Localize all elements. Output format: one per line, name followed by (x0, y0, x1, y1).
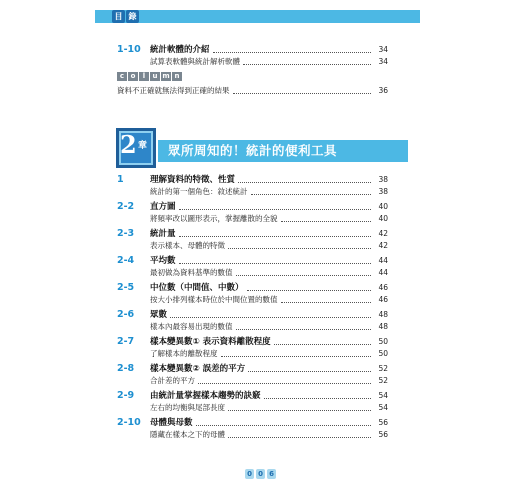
entry-page: 46 (378, 283, 388, 292)
entry-number: 2-8 (117, 363, 135, 374)
entry-number: 2-3 (117, 228, 135, 239)
entry-title: 平均數 (150, 256, 176, 266)
leader-dots (243, 64, 371, 65)
leader-dots (248, 371, 371, 372)
leader-dots (274, 344, 371, 345)
column-badge-char: c (117, 72, 127, 81)
column-badge-char: u (150, 72, 160, 81)
entry-subtitle-page: 46 (378, 295, 388, 304)
chapter-title: 眾所周知的！統計的便利工具 (168, 143, 338, 158)
entry-title: 樣本變異數① 表示資料離散程度 (150, 337, 271, 347)
column-page: 36 (378, 86, 388, 95)
column-badge (117, 72, 182, 81)
page-number-digit: 0 (245, 469, 254, 479)
entry-number: 1-10 (117, 44, 141, 55)
leader-dots (247, 290, 371, 291)
entry-title: 由統計量掌握樣本趨勢的訣竅 (150, 391, 261, 401)
leader-dots (170, 317, 371, 318)
entry-subtitle-page: 42 (378, 241, 388, 250)
entry-subtitle-page: 52 (378, 376, 388, 385)
chapter-number: 2 (120, 130, 137, 159)
entry-page: 44 (378, 256, 388, 265)
entry-number: 2-10 (117, 417, 141, 428)
column-badge-char: l (139, 72, 149, 81)
entry-page: 50 (378, 337, 388, 346)
page-number (245, 469, 276, 479)
column-entry[interactable] (117, 85, 388, 97)
entry-subtitle-page: 48 (378, 322, 388, 331)
leader-dots (228, 437, 371, 438)
entry-subtitle-page: 38 (378, 187, 388, 196)
entry-subtitle-page: 34 (378, 57, 388, 66)
entry-subtitle: 表示樣本、母體的特徵 (150, 241, 225, 250)
entry-page: 42 (378, 229, 388, 238)
leader-dots (264, 398, 371, 399)
entry-subtitle-page: 54 (378, 403, 388, 412)
toc-entry[interactable] (117, 390, 388, 414)
leader-dots (221, 356, 372, 357)
leader-dots (251, 194, 372, 195)
leader-dots (179, 263, 371, 264)
leader-dots (238, 182, 371, 183)
toc-entry[interactable] (117, 417, 388, 441)
entry-subtitle: 最初做為資料基準的數值 (150, 268, 233, 277)
entry-subtitle-page: 56 (378, 430, 388, 439)
entry-subtitle: 了解樣本的離散程度 (150, 349, 218, 358)
entry-title: 樣本變異數② 誤差的平方 (150, 364, 246, 374)
chapter-title-band (158, 140, 408, 162)
page-number-digit: 0 (256, 469, 265, 479)
toc-heading (112, 10, 139, 23)
leader-dots (281, 221, 372, 222)
entry-title: 眾數 (150, 310, 168, 320)
entry-subtitle-page: 44 (378, 268, 388, 277)
leader-dots (198, 383, 371, 384)
entry-number: 2-7 (117, 336, 135, 347)
leader-dots (179, 236, 371, 237)
entry-number: 2-4 (117, 255, 135, 266)
leader-dots (281, 302, 372, 303)
entry-number: 2-6 (117, 309, 135, 320)
entry-subtitle: 統計的第一個角色：敘述統計 (150, 187, 248, 196)
leader-dots (196, 425, 371, 426)
toc-entry[interactable] (117, 44, 388, 68)
entry-title: 中位數（中間值、中數） (150, 283, 244, 293)
entry-subtitle: 按大小排列樣本時位於中間位置的數值 (150, 295, 278, 304)
entry-subtitle: 樣本內最容易出現的數值 (150, 322, 233, 331)
column-badge-char: m (162, 72, 170, 80)
column-badge-char: o (128, 72, 138, 81)
leader-dots (228, 248, 371, 249)
entry-number: 2-9 (117, 390, 135, 401)
entry-subtitle: 試算表軟體與統計解析軟體 (150, 57, 240, 66)
entry-page: 56 (378, 418, 388, 427)
toc-entry[interactable] (117, 201, 388, 225)
entry-subtitle: 合計差的平方 (150, 376, 195, 385)
entry-number: 2-2 (117, 201, 135, 212)
toc-entry[interactable] (117, 228, 388, 252)
entry-page: 48 (378, 310, 388, 319)
toc-entry[interactable] (117, 363, 388, 387)
toc-heading-char: 錄 (126, 10, 139, 23)
leader-dots (233, 93, 372, 94)
toc-entry[interactable] (117, 336, 388, 360)
header-bar (95, 10, 420, 23)
entry-subtitle: 將頻率改以圖形表示，掌握離散的全貌 (150, 214, 278, 223)
entry-title: 統計量 (150, 229, 176, 239)
toc-heading-char: 目 (112, 10, 125, 23)
chapter-number-box (116, 128, 156, 168)
leader-dots (236, 275, 372, 276)
toc-entry[interactable] (117, 282, 388, 306)
entry-subtitle-page: 40 (378, 214, 388, 223)
entry-page: 40 (378, 202, 388, 211)
chapter-header (116, 128, 408, 170)
entry-subtitle: 左右的均衡與尾部長度 (150, 403, 225, 412)
entry-number: 2-5 (117, 282, 135, 293)
column-title: 資料不正確就無法得到正確的結果 (117, 86, 230, 95)
entry-page: 38 (378, 175, 388, 184)
entry-title: 直方圖 (150, 202, 176, 212)
entry-title: 理解資料的特徵、性質 (150, 175, 236, 185)
entry-page: 54 (378, 391, 388, 400)
page-number-digit: 6 (267, 469, 276, 479)
leader-dots (213, 52, 371, 53)
entry-page: 52 (378, 364, 388, 373)
entry-subtitle: 隱藏在樣本之下的母體 (150, 430, 225, 439)
entry-subtitle-page: 50 (378, 349, 388, 358)
chapter-label: 章 (138, 141, 148, 151)
entry-title: 母體與母數 (150, 418, 193, 428)
toc-entry[interactable] (117, 255, 388, 279)
leader-dots (228, 410, 371, 411)
leader-dots (179, 209, 371, 210)
toc-entry[interactable] (117, 309, 388, 333)
leader-dots (236, 329, 372, 330)
toc-entry[interactable] (117, 174, 388, 198)
entry-title: 統計軟體的介紹 (150, 45, 210, 55)
entry-page: 34 (378, 45, 388, 54)
column-badge-char: n (172, 72, 182, 81)
entry-number: 1 (117, 174, 124, 185)
